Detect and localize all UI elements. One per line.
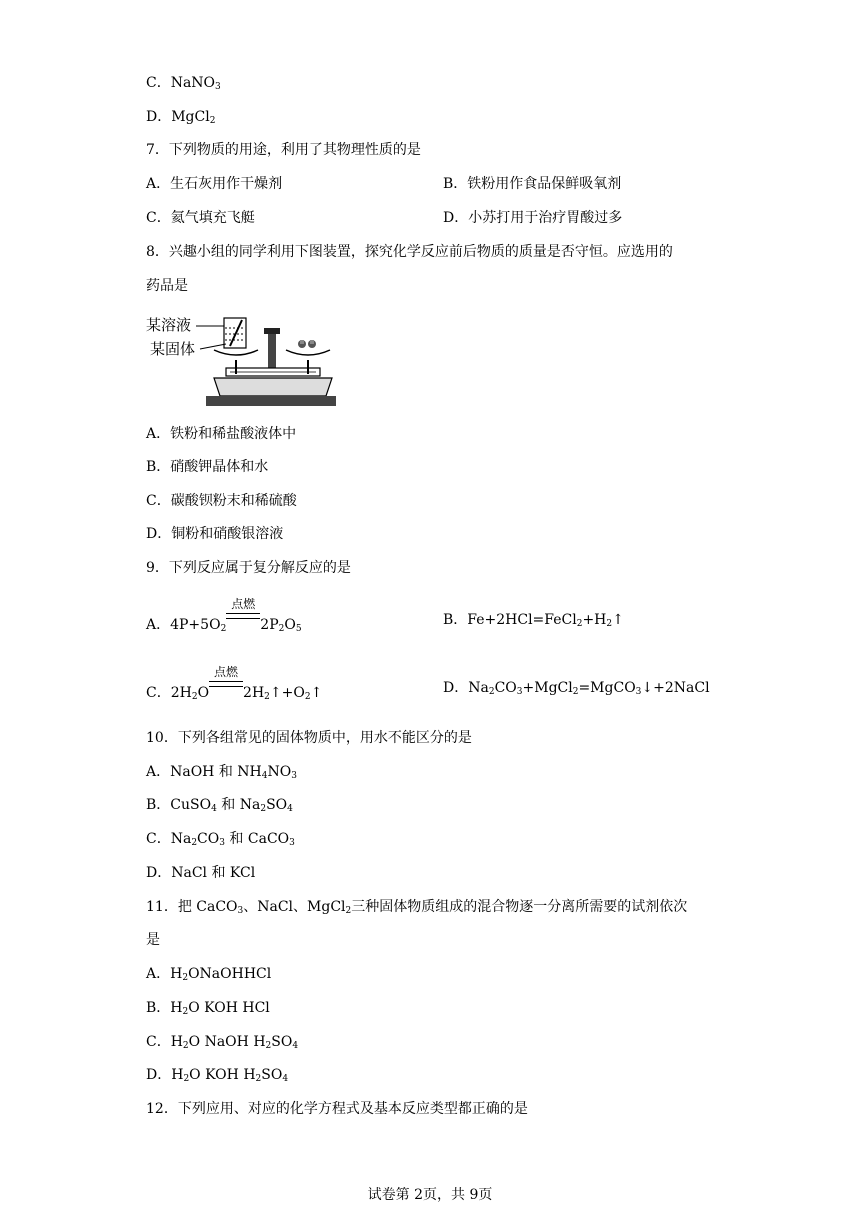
q10-option-d: D．NaCl 和 KCl [146,865,256,881]
reaction-condition-arrow: 点燃 [226,611,260,629]
q6-option-d: D．MgCl$_2$ [146,109,216,126]
q11-option-b: B．$H_2O$ KOH HCl [146,1000,270,1017]
q7-option-b: B．铁粉用作食品保鲜吸氧剂 [443,176,622,192]
q10-option-a: A．NaOH 和 $NH_4NO_3$ [146,764,297,781]
balance-figure [146,316,336,412]
q7-stem: 7．下列物质的用途，利用了其物理性质的是 [146,142,421,158]
q9-option-c: C．$2H_2O$ 点燃 $2H_2↑+O_2↑$ [146,665,323,702]
q9-option-a: A．$4P+5O_2$ 点燃 $2P_2O_5$ [146,597,302,634]
q8-option-a: A．铁粉和稀盐酸液体中 [146,426,297,442]
q9-option-d: D．$Na_2CO_3+MgCl_2=MgCO_3↓+2NaCl$ [443,680,710,697]
q9-option-b: B．$Fe+2HCl=FeCl_2+H_2↑$ [443,612,624,629]
q10-option-b: B．CuSO$_4$ 和 $Na_2SO_4$ [146,797,293,814]
q7-option-d: D．小苏打用于治疗胃酸过多 [443,210,623,226]
balance-scale-illustration [146,316,336,412]
figure-label-solution: 某溶液 [146,316,192,334]
q7-option-a: A．生石灰用作干燥剂 [146,176,283,192]
reaction-condition-arrow: 点燃 [209,679,243,697]
q7-option-c: C．氦气填充飞艇 [146,210,255,226]
q8-stem-line2: 药品是 [146,278,188,294]
q11-option-a: A．$H_2ONaOHHCl$ [146,966,272,983]
q6-option-c: C．NaNO$_3$ [146,75,221,92]
page-footer: 试卷第 2页，共 9页 [367,1187,493,1203]
figure-label-solid: 某固体 [150,340,196,358]
q11-stem-line1: 11．把 CaCO$_3$、NaCl、MgCl$_2$三种固体物质组成的混合物逐一分离所需要的试剂依次 [146,899,688,916]
q9-stem: 9．下列反应属于复分解反应的是 [146,560,351,576]
q11-option-c: C．$H_2O$ NaOH $H_2SO_4$ [146,1034,299,1051]
q12-stem: 12．下列应用、对应的化学方程式及基本反应类型都正确的是 [146,1101,528,1117]
q8-option-c: C．碳酸钡粉末和稀硫酸 [146,493,297,509]
q10-stem: 10．下列各组常见的固体物质中，用水不能区分的是 [146,730,472,746]
q8-option-d: D．铜粉和硝酸银溶液 [146,526,284,542]
q8-option-b: B．硝酸钾晶体和水 [146,459,269,475]
q8-stem-line1: 8．兴趣小组的同学利用下图装置，探究化学反应前后物质的质量是否守恒。应选用的 [146,244,673,260]
q10-option-c: C．$Na_2CO_3$ 和 CaCO$_3$ [146,831,295,848]
q11-option-d: D．$H_2O$ KOH $H_2SO_4$ [146,1067,289,1084]
q11-stem-line2: 是 [146,932,160,948]
